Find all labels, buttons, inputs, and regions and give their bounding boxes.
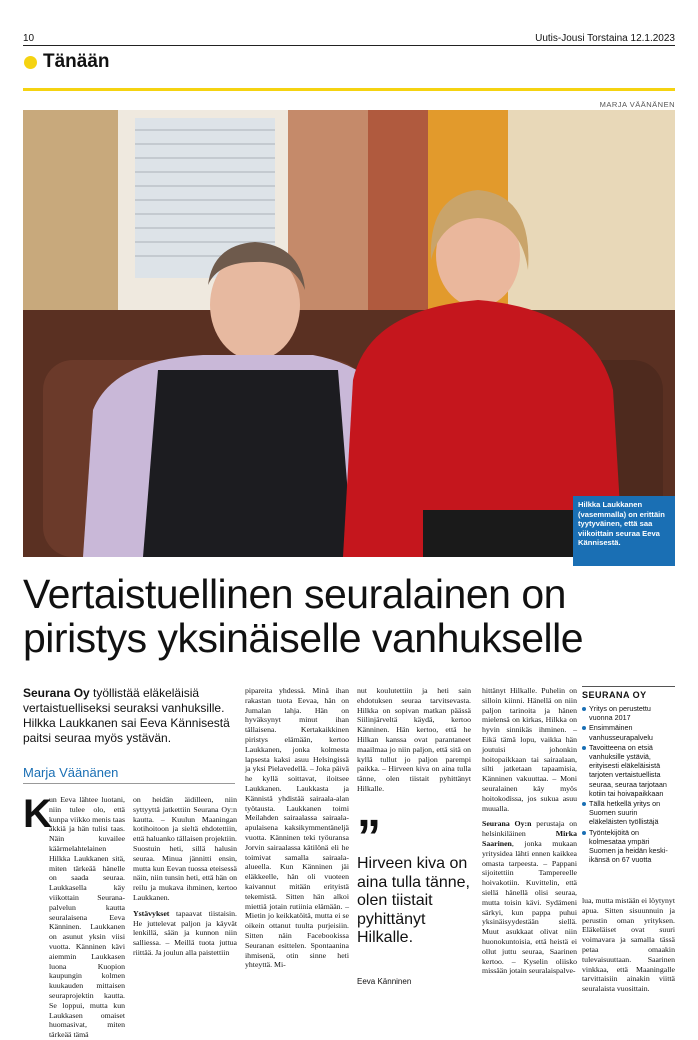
lead-paragraph xyxy=(23,686,235,746)
body-column-6: lua, mutta mistään ei löytynyt apua. Sitten sisuunnuin ja perustin oman yrityksen. Eläkeläiset ovat suuri voimavara ja samalla tässä petaa omaakin tulevaisuuttaan. Saarinen vinkkaa, että Maaningalle tarvittaisiin ainakin viittä seuralaista vuosittain. xyxy=(582,896,675,994)
col5-subhead: Seurana Oy:n xyxy=(482,819,532,829)
col2-text: on heidän äidilleen, niin syttyyttä jatkettiin Seurana Oy:n kautta. – Kuulun Maaningan kotihoitoon ja sieltä ehdotettiin, että haluanko tällaisen projektiin. Suostuin heti, sillä halusin seuraa. Minua jännitti ensin, mutta kun Eevan tuossa eteisessä näin, niin tunsin heti, että hän on reilu ja mukava ihminen, kertoo Laukkanen. xyxy=(133,795,237,902)
fact-box-item: Tavoitteena on etsiä vanhuksille ystäviä, erityisesti eläkeläisistä tarjoten vertaistuellista seuraa, seuraa tarjotaan kotiin tai hoivapaikkaan xyxy=(582,743,675,798)
fact-box-title: SEURANA OY xyxy=(582,686,675,700)
section-rule xyxy=(23,88,675,91)
fact-box-item: Ensimmäinen vanhusseurapalvelu xyxy=(582,723,675,741)
col1-text: un Eeva lähtee luotani, niin tulee olo, että kunpa viikko menis taas äkkiä ja hän tulisi taas. Näin kuvailee käärmelahtelainen Hilkka Laukkanen sitä, miten tärkeää hänelle on saada seuraa. Laukkasella käy viikottain Seurana-palvelun kautta seuralaisena Eeva Känninen. Laukkanen on asunut yksin viisi vuotta. Känninen kävi aiemmin Laukkasen luona Kuopion kaupungin kolmen kuukauden mittaisen seuraprojektin kautta. Se loppui, mutta kun Laukkasen omaiset huomasivat, miten tärkeää tämä xyxy=(49,795,125,1040)
fact-box xyxy=(582,686,675,865)
fact-box-item: Yritys on perustettu vuonna 2017 xyxy=(582,704,675,722)
fact-box-item: Tällä hetkellä yritys on Suomen suurin eläkeläisten työllistäjä xyxy=(582,799,675,827)
drop-cap: K xyxy=(23,792,52,836)
col2-subhead: Ystävykset xyxy=(133,908,170,918)
author-byline: Marja Väänänen xyxy=(23,765,119,780)
photo-credit: MARJA VÄÄNÄNEN xyxy=(599,100,675,109)
article-photo xyxy=(23,110,675,557)
body-column-5 xyxy=(482,686,577,976)
body-column-3: pipareita yhdessä. Minä ihan rakastan tuota Eevaa, hän on Jumalan lahja. Hän on hyväksynyt minut ihan tällaisena. Kertakaikkinen piristys elämään, kertoo Laukkanen, jonka kolmesta lapsesta kaksi asuu Helsingissä ja yksi Pielavedellä. – Joka päivä he kyllä soittavat, iloitsee Laukkanen. Laukkasta ja Kännistä yhdistää sairaala-alan työtausta. Laukkanen toimi Meilahden sairaalassa sairaala-apulaisena kaksikymmentäneljä vuotta. Känninen teki työuransa Jorvin sairaalassa kätilönä eli he toimivat samalla sairaala-alueella. Kun Känninen jäi eläkkeelle, hän oli vuoteen kaivannut mitään erityistä tekemistä. Sitten hän alkoi miettiä jotain rutiinia elämään. – Mietin jo keikkatöitä, mutta ei se oikein ottanut tuulta purjeisiin. Sitten näin Facebookissa Seuranan esittelen. Spontaanina ihmisenä, otin sinne heti yhteyttä. Mi- xyxy=(245,686,349,970)
top-rule xyxy=(23,45,675,46)
lead-text: työllistää eläkeläisiä vertaistuelliseksi seuraksi vanhuksille. Hilkka Laukkanen sai Eeva Kännisestä paitsi seuraa myös ystävän. xyxy=(23,686,230,745)
section-title: Tänään xyxy=(43,51,110,72)
col5b-text: perustaja on helsinkiläinen xyxy=(482,819,577,839)
pull-quote-author: Eeva Känninen xyxy=(357,977,412,986)
byline-rule xyxy=(23,783,235,784)
body-column-1 xyxy=(23,792,125,1040)
page-number: 10 xyxy=(23,33,35,44)
lead-company: Seurana Oy xyxy=(23,686,90,700)
pull-quote: Hirveen kiva on aina tulla tänne, olen tiistait pyhittänyt Hilkalle. xyxy=(357,855,470,946)
quote-mark-icon: ” xyxy=(357,811,381,864)
col5-text: hittänyt Hilkalle. Puhelin on silloin kiinni. Hänellä on niin paljon tarinoita ja hänen mielensä on kirkas, Hilkka on hyvin sinnikäs ihminen. – Eikä tämä lopu, vaikka hän joutuisi johonkin hoitopaikkaan tai sairaalaan, silti jatketaan tapaamisia, Känninen vakuuttaa. – Moni seuralainen käy myös hoitokodissa, jos sukua asuu muualla. xyxy=(482,686,577,813)
col5c-text: , jonka mukaan yritysidea lähti ennen kaikkea omasta tarpeesta. – Pappani sijoitettiin Tampereelle hoivakotiin. Kuvittelin, että siellä hänellä olisi seuraa, mutta toisin kävi. Sydämeni särkyi, kun pappa puhui yksinäisyydestään siellä. Muut asukkaat olivat niin huonokuntoisia, että heistä ei ollut juttu seuraa, Saarinen kertoo. – Kyselin oliisko missään jotain seuralaispalve- xyxy=(482,838,577,976)
paper-info: Uutis-Jousi Torstaina 12.1.2023 xyxy=(535,33,675,44)
fact-box-item: Työntekijöitä on kolmesataa ympäri Suomen ja heidän keski-ikänsä on 67 vuotta xyxy=(582,828,675,865)
col2b-text: tapaavat tiistaisin. He juttelevat paljon ja käyvät lenkillä, sään ja kunnon niin salliessa. – Meillä tuota juttua riittää. Ja joulun alla paistettiin xyxy=(133,908,237,957)
body-column-2 xyxy=(133,795,237,958)
photo-caption: Hilkka Laukkanen (vasemmalla) on erittäin tyytyväinen, että saa viikoittain seuraa Eeva Kännisestä. xyxy=(573,496,675,566)
col5-name: Mirka Saarinen xyxy=(482,829,577,848)
body-column-4: nut koulutettiin ja heti sain ehdotuksen seuraa tarvitsevasta. Hilkka on sopivan matkan päässä Siilinjärveltä käydä, kertoo Känninen. Hän kertoo, että he Hilkan kanssa ovat parantaneet maailmaa jo niin paljon, että sitä on kyllä tullut jo paljon parempi paikka. – Hirveen kiva on aina tulla tänne, olen tiistait pyhittänyt Hilkalle. xyxy=(357,686,471,793)
section-dot-icon xyxy=(24,56,37,69)
headline: Vertaistuellinen seuralainen on piristys yksinäiselle vanhukselle xyxy=(23,571,584,661)
